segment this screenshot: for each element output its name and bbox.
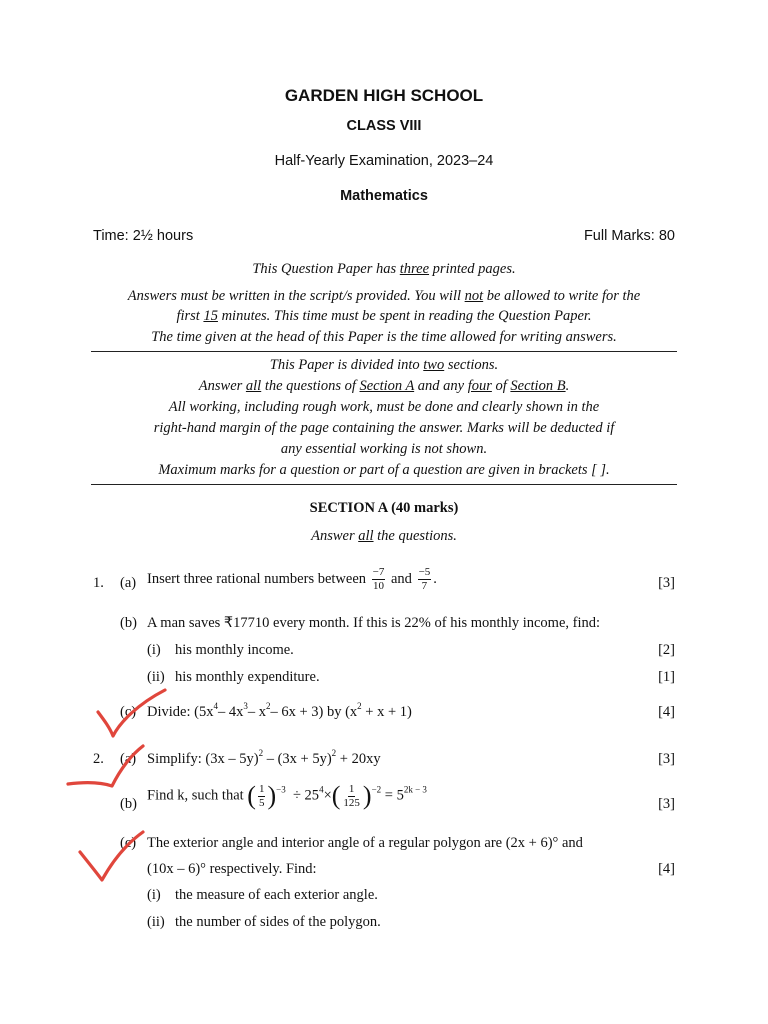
instruction-line-4: The time given at the head of this Paper is the time allowed for writing answers.: [151, 329, 617, 345]
instruction-line-3: first 15 minutes. This time must be spent in reading the Question Paper.: [176, 308, 592, 324]
fraction-neg7-10: $\frac{-7}{10}$: [372, 566, 385, 592]
question-1c-label: (c): [120, 704, 137, 720]
instruction-line-9: any essential working is not shown.: [280, 441, 488, 457]
divider-top: [91, 351, 677, 352]
question-2c-i-text: the measure of each exterior angle.: [175, 887, 378, 903]
section-a-subtitle: Answer all the questions.: [311, 528, 457, 544]
question-1b-i-marks: [2]: [658, 642, 675, 658]
question-2c-line-1: The exterior angle and interior angle of a regular polygon are (2x + 6)° and: [147, 835, 583, 851]
question-2c-ii-text: the number of sides of the polygon.: [175, 914, 381, 930]
instruction-line-8: right-hand margin of the page containing the answer. Marks will be deducted if: [153, 420, 615, 436]
question-2b-marks: [3]: [658, 796, 675, 812]
exam-title: Half-Yearly Examination, 2023–24: [274, 153, 494, 169]
instruction-line-6: Answer all the questions of Section A and any four of Section B.: [198, 378, 570, 394]
question-2b-text: Find k, such that ( $\frac{1}{5}$ )$^{-3} \div 25^4\times$( $\frac{1}{125}$ )$^{-2} = 5^{2k - 3}$: [147, 781, 427, 810]
divider-bottom: [91, 484, 677, 485]
question-2a-text: Simplify: $(3x - 5y)^2 - (3x + 5y)^2 + 20xy$: [147, 748, 381, 767]
question-1c-marks: [4]: [658, 704, 675, 720]
question-1a-label: (a): [120, 575, 137, 591]
question-1b-ii-label: (ii): [147, 669, 165, 685]
section-a-title: SECTION A (40 marks): [309, 500, 459, 516]
instruction-line-7: All working, including rough work, must be done and clearly shown in the: [168, 399, 600, 415]
question-1a-text: Insert three rational numbers between $\frac{-7}{10}$ and $\frac{-5}{7}$ .: [147, 566, 437, 592]
full-marks: Full Marks: 80: [583, 228, 675, 244]
question-1b-label: (b): [120, 615, 137, 631]
question-2-number: 2.: [93, 751, 104, 767]
instruction-pages: This Question Paper has three printed pages.: [252, 261, 516, 277]
question-2c-i-label: (i): [147, 887, 161, 903]
instruction-line-2: Answers must be written in the script/s provided. You will not be allowed to write for the: [127, 288, 641, 304]
question-1-number: 1.: [93, 575, 104, 591]
school-name: GARDEN HIGH SCHOOL: [284, 86, 484, 105]
question-2a-marks: [3]: [658, 751, 675, 767]
question-1b-text: A man saves ₹17710 every month. If this is 22% of his monthly income, find:: [147, 615, 601, 631]
question-2a-label: (a): [120, 751, 137, 767]
question-2c-label: (c): [120, 835, 137, 851]
time-allowed: Time: 2½ hours: [93, 228, 194, 244]
class-label: CLASS VIII: [346, 118, 422, 134]
question-1b-i-text: his monthly income.: [175, 642, 294, 658]
instruction-line-5: This Paper is divided into two sections.: [269, 357, 499, 373]
question-2c-ii-label: (ii): [147, 914, 165, 930]
instruction-line-10: Maximum marks for a question or part of a question are given in brackets [ ].: [158, 462, 610, 478]
question-1c-text: Divide: ($5x^4-$ $4x^3-$ $x^2-$ 6x + 3) by $(x^2 + x + 1)$: [147, 701, 412, 720]
subject-title: Mathematics: [340, 188, 428, 204]
question-2c-marks: [4]: [658, 861, 675, 877]
question-2c-line-2: (10x – 6)° respectively. Find:: [147, 861, 317, 877]
question-1b-ii-text: his monthly expenditure.: [175, 669, 320, 685]
question-2b-label: (b): [120, 796, 137, 812]
question-1b-ii-marks: [1]: [658, 669, 675, 685]
question-1b-i-label: (i): [147, 642, 161, 658]
question-1a-marks: [3]: [658, 575, 675, 591]
fraction-neg5-7: $\frac{-5}{7}$: [418, 566, 431, 592]
